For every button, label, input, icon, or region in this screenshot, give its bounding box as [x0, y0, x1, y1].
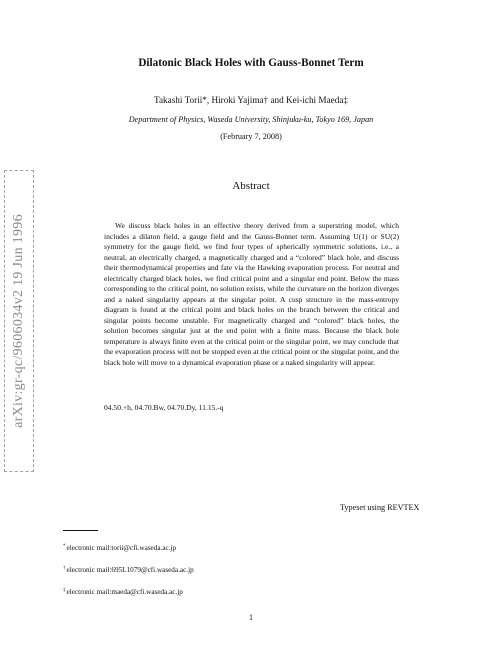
- affiliation: Department of Physics, Waseda University, Shinjuku-ku, Tokyo 169, Japan: [128, 115, 374, 124]
- abstract-body: We discuss black holes in an effective theory derived from a superstring model, which includes a dilaton field, a gauge field and the Gauss-Bonnet term. Assuming U(1) or SU(2) symmetry for the gauge field, we find four types of spherically symmetric solutions, i.e., a neutral, an electrically charged, a magnetically charged and a “colored” black hole, and discuss their thermodynamical properties and fate via the Hawking evaporation process. For neutral and electrically charged black holes, we find critical point and a singular end point. Below the mass corresponding to the critical point, no solution exists, while the curvature on the horizon diverges and a naked singularity appears at the singular point. A cusp structure in the mass-entropy diagram is found at the critical point and black holes on the branch between the critical and singular points become unstable. For magnetically charged and “colored” black holes, the solution becomes singular just at the end point with a finite mass. Because the black hole temperature is always finite even at the critical point or the singular point, we may conclude that the evaporation process will not be stopped even at the critical point or the singular point, and the black hole will move to a dynamical evaporation phase or a naked singularity will appear.: [104, 221, 399, 367]
- footnote-text: electronic mail:torii@cfi.waseda.ac.jp: [66, 544, 177, 552]
- footnote-mark: †: [63, 566, 66, 571]
- arxiv-margin-stamp: [4, 170, 34, 472]
- arxiv-stamp-text: arXiv:gr-qc/9606034v2 19 Jun 1996: [11, 214, 26, 428]
- footnote-rule: [63, 530, 98, 531]
- abstract-heading: Abstract: [232, 180, 270, 192]
- pacs-numbers: 04.50.+h, 04.70.Bw, 04.70.Dy, 11.15.-q: [104, 403, 224, 412]
- footnote-text: electronic mail:695L1079@cfi.waseda.ac.jp: [66, 566, 194, 574]
- typeset-note: Typeset using REVTEX: [340, 503, 420, 512]
- paper-date: (February 7, 2008): [220, 132, 282, 141]
- author-list: Takashi Torii*, Hiroki Yajima† and Kei-ichi Maeda‡: [154, 95, 348, 105]
- footnote-2: [63, 566, 194, 574]
- footnote-1: [63, 544, 176, 552]
- paper-title: Dilatonic Black Holes with Gauss-Bonnet Term: [138, 57, 364, 69]
- footnote-mark: ‡: [63, 588, 66, 593]
- page-number: 1: [249, 613, 253, 622]
- footnote-text: electronic mail:maeda@cfi.waseda.ac.jp: [66, 588, 183, 596]
- footnote-mark: *: [63, 544, 66, 549]
- footnote-3: [63, 588, 183, 596]
